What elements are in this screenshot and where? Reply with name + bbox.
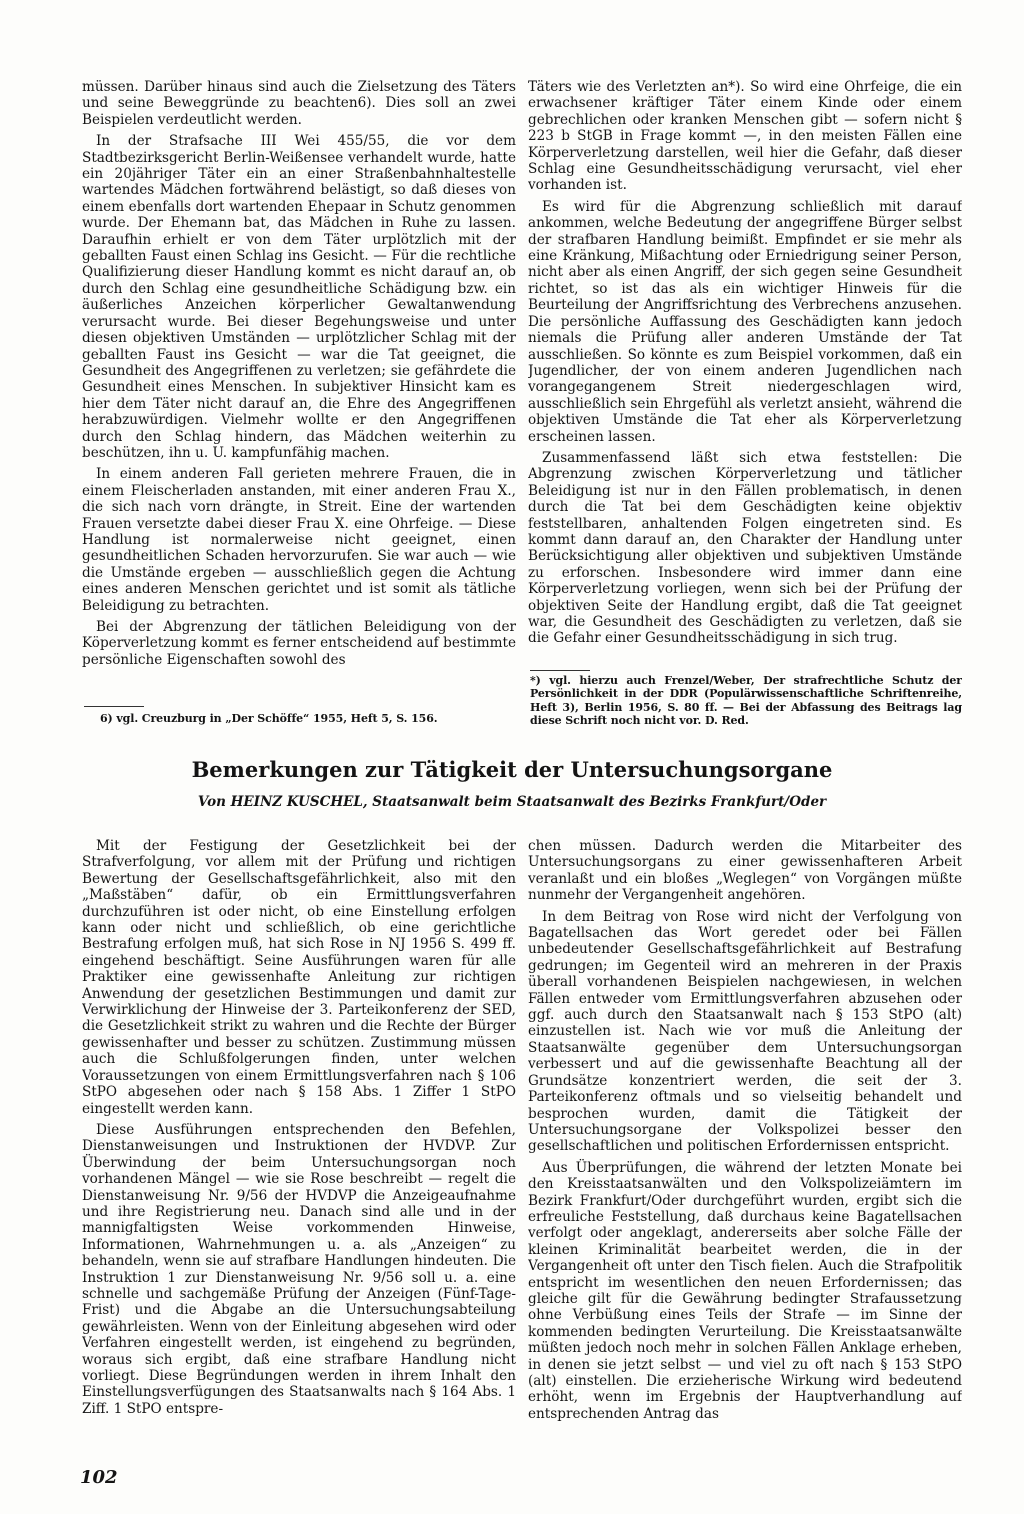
paragraph: Zusammenfassend läßt sich etwa feststellen: Die Abgrenzung zwischen Körperverletzung und tätlicher Beleidigung ist nur in den Fällen problematisch, in denen durch die Tat bei dem Geschädigten keine objektiv feststellbaren, anhaltenden Folgen eingetreten sind. Es kommt dann darauf an, den Charakter der Handlung unter Berücksichtigung aller objektiven und subjektiven Umstände zu erforschen. Insbesondere wird immer dann eine Körperverletzung vorliegen, wenn sich bei der Prüfung der objektiven Seite der Handlung ergibt, daß die Tat geeignet war, die Gesundheit des Geschädigten zu verletzen, daß sie die Gefahr einer Gesundheitsschädigung in sich trug. [528,449,962,647]
footnote: 6) vgl. Creuzburg in „Der Schöffe“ 1955, Heft 5, S. 156. [100,712,438,725]
lower-left-column [82,838,516,1446]
article-byline: Von HEINZ KUSCHEL, Staatsanwalt beim Staatsanwalt des Bezirks Frankfurt/Oder [197,794,827,810]
upper-left-column [82,79,516,702]
paragraph: Mit der Festigung der Gesetzlichkeit bei der Strafverfolgung, vor allem mit der Prüfung und richtigen Bewertung der Gesellschaftsgefährlichkeit, also mit den „Maßstäben“ dafür, ob ein Ermittlungsverfahren durchzuführen ist oder nicht, ob eine Einstellung erfolgen kann oder nicht und schließlich, ob eine gerichtliche Bestrafung erfolgen muß, hat sich Rose in NJ 1956 S. 499 ff. eingehend beschäftigt. Seine Ausführungen waren für alle Praktiker eine gewissenhafte Anleitung zur richtigen Anwendung der gesetzlichen Bestimmungen und damit zur Verwirklichung der Hinweise der 3. Parteikonferenz der SED, die Gesetzlichkeit strikt zu wahren und die Rechte der Bürger gewissenhafter und besser zu schützen. Zustimmung müssen auch die Schlußfolgerungen finden, unter welchen Voraussetzungen von einem Ermittlungsverfahren nach § 106 StPO abgesehen oder nach § 158 Abs. 1 Ziffer 1 StPO eingestellt werden kann. [82,838,516,1117]
footnote-rule [530,670,590,671]
paragraph: Es wird für die Abgrenzung schließlich mit darauf ankommen, welche Bedeutung der angegriffene Bürger selbst der strafbaren Handlung beimißt. Empfindet er sie mehr als eine Kränkung, Mißachtung oder Erniedrigung seiner Person, nicht aber als einen Angriff, der sich gegen seine Gesundheit richtet, so ist das als ein wichtiger Hinweis für die Beurteilung der Angriffsrichtung des Verbrechens anzusehen. Die persönliche Auffassung des Geschädigten kann jedoch niemals die Prüfung aller anderen Umstände der Tat ausschließen. So könnte es zum Beispiel vorkommen, daß ein Jugendlicher, der von einem anderen Jugendlichen nach vorangegangenem Streit niedergeschlagen wird, ausschließlich sein Ehrgefühl als verletzt ansieht, während die objektiven Umstände die Tat eher als Körperverletzung erscheinen lassen. [528,198,962,445]
paragraph: In der Strafsache III Wei 455/55, die vor dem Stadtbezirksgericht Berlin-Weißensee verhandelt wurde, hatte ein 20jähriger Täter ein an einer Straßenbahnhaltestelle wartendes Mädchen fortwährend belästigt, so daß dieses von einem ebenfalls dort wartenden Ehepaar in Schutz genommen wurde. Der Ehemann bat, das Mädchen in Ruhe zu lassen. Daraufhin erhielt er von dem Täter urplötzlich mit der geballten Faust einen Schlag ins Gesicht. — Für die rechtliche Qualifizierung dieser Handlung kommt es nicht darauf an, ob durch den Schlag eine gesundheitliche Schädigung bzw. ein äußerliches Anzeichen körperlicher Gewaltanwendung verursacht wurde. Bei dieser Begehungsweise und unter diesen objektiven Umständen — urplötzlicher Schlag mit der geballten Faust ins Gesicht — war die Tat geeignet, die Gesundheit des Angegriffenen zu verletzen; sie gefährdete die Gesundheit eines Menschen. In subjektiver Hinsicht kam es hier dem Täter nicht darauf an, die Ehre des Angegriffenen herabzuwürdigen. Vielmehr wollte er den Angegriffenen durch den Schlag hindern, das Mädchen weiterhin zu beschützen, ihn u. U. kampfunfähig machen. [82,133,516,461]
paragraph: In einem anderen Fall gerieten mehrere Frauen, die in einem Fleischerladen anstanden, mit einer anderen Frau X., die sich nach vorn drängte, in Streit. Eine der wartenden Frauen versetzte dabei dieser Frau X. eine Ohrfeige. — Diese Handlung ist normalerweise nicht geeignet, einen gesundheitlichen Schaden hervorzurufen. Sie war auch — wie die Umstände ergeben — ausschließlich gegen die Achtung eines anderen Menschen gerichtet und ist somit als tätliche Beleidigung zu betrachten. [82,466,516,614]
paragraph: Diese Ausführungen entsprechenden den Befehlen, Dienstanweisungen und Instruktionen der HVDVP. Zur Überwindung der beim Untersuchungsorgan noch vorhandenen Mängel — wie sie Rose beschreibt — regelt die Dienstanweisung Nr. 9/56 der HVDVP die Anzeigeaufnahme und ihre Registrierung neu. Danach sind alle und in der mannigfaltigsten Weise vorkommenden Hinweise, Informationen, Wahrnehmungen u. a. als „Anzeigen“ zu behandeln, wenn sie auf strafbare Handlungen hindeuten. Die Instruktion 1 zur Dienstanweisung Nr. 9/56 soll u. a. eine schnelle und sachgemäße Prüfung der Anzeigen (Fünf-Tage-Frist) und die Abgabe an die Untersuchungsabteilung gewährleisten. Wenn von der Einleitung abgesehen wird oder Verfahren eingestellt werden, ist eingehend zu begründen, woraus sich ergibt, daß eine strafbare Handlung nicht vorliegt. Diese Begründungen werden in ihrem Inhalt den Einstellungsverfügungen des Staatsanwalts nach § 164 Abs. 1 Ziff. 1 StPO entspre- [82,1121,516,1417]
article-title: Bemerkungen zur Tätigkeit der Untersuchungsorgane [191,757,833,782]
paragraph: Täters wie des Verletzten an*). So wird eine Ohrfeige, die ein erwachsener kräftiger Täter einem Kinde oder einem gebrechlichen oder kranken Menschen gibt — sofern nicht § 223 b StGB in Frage kommt —, in den meisten Fällen eine Körperverletzung darstellen, weil hier die Gefahr, daß dieser Schlag eine Gesundheitsschädigung verursacht, viel eher vorhanden ist. [528,79,962,194]
page-number: 102 [80,1467,118,1488]
paragraph: chen müssen. Dadurch werden die Mitarbeiter des Untersuchungsorgans zu einer gewissenhafteren Arbeit veranlaßt und ein bloßes „Weglegen“ von Vorgängen müßte nunmehr der Vergangenheit angehören. [528,838,962,904]
footnote-rule [84,706,144,707]
lower-right-column [528,838,962,1446]
paragraph: Bei der Abgrenzung der tätlichen Beleidigung von der Köperverletzung kommt es ferner entscheidend auf bestimmte persönliche Eigenschaften sowohl des [82,619,516,668]
paragraph: müssen. Darüber hinaus sind auch die Zielsetzung des Täters und seine Beweggründe zu beachten6). Dies soll an zwei Beispielen verdeutlicht werden. [82,79,516,128]
paragraph: Aus Überprüfungen, die während der letzten Monate bei den Kreisstaatsanwälten und den Volkspolizeiämtern im Bezirk Frankfurt/Oder durchgeführt wurden, ergibt sich die erfreuliche Feststellung, daß durchaus keine Bagatellsachen verfolgt oder angeklagt, andererseits aber solche Fälle der kleinen Kriminalität bearbeitet werden, die in der Vergangenheit oft unter den Tisch fielen. Auch die Strafpolitik entspricht im wesentlichen den neuen Erfordernissen; das gleiche gilt für die Gewährung bedingter Strafaussetzung ohne Verbüßung eines Teils der Strafe — im Sinne der kommenden bedingten Verurteilung. Die Kreisstaatsanwälte müßten jedoch noch mehr in solchen Fällen Anklage erheben, in denen sie jetzt selbst — und viel zu oft nach § 153 StPO (alt) einstellen. Die erzieherische Wirkung wird bedeutend erhöht, wenn im Ergebnis der Hauptverhandlung auf entsprechenden Antrag das [528,1159,962,1422]
footnote: *) vgl. hierzu auch Frenzel/Weber, Der strafrechtliche Schutz der Persönlichkeit in der DDR (Populärwissenschaftliche Schriftenreihe, Heft 3), Berlin 1956, S. 80 ff. — Bei der Abfassung des Beitrags lag diese Schrift noch nicht vor. D. Red. [530,674,962,728]
paragraph: In dem Beitrag von Rose wird nicht der Verfolgung von Bagatellsachen das Wort geredet oder bei Fällen unbedeutender Gesellschaftsgefährlichkeit auf Bestrafung gedrungen; im Gegenteil wird an mehreren in der Praxis überall vorhandenen Beispielen nachgewiesen, in welchen Fällen entweder vom Ermittlungsverfahren abzusehen oder ggf. auch durch den Staatsanwalt nach § 153 StPO (alt) einzustellen ist. Nach wie vor muß die Anleitung der Staatsanwälte gegenüber dem Untersuchungsorgan verbessert und auf die gewissenhafte Beachtung all der Grundsätze konzentriert werden, die seit der 3. Parteikonferenz oftmals und so vielseitig behandelt und besprochen wurden, damit die Tätigkeit der Untersuchungsorgane der Volkspolizei besser den gesellschaftlichen und politischen Erfordernissen entspricht. [528,908,962,1155]
upper-right-column [528,79,962,664]
